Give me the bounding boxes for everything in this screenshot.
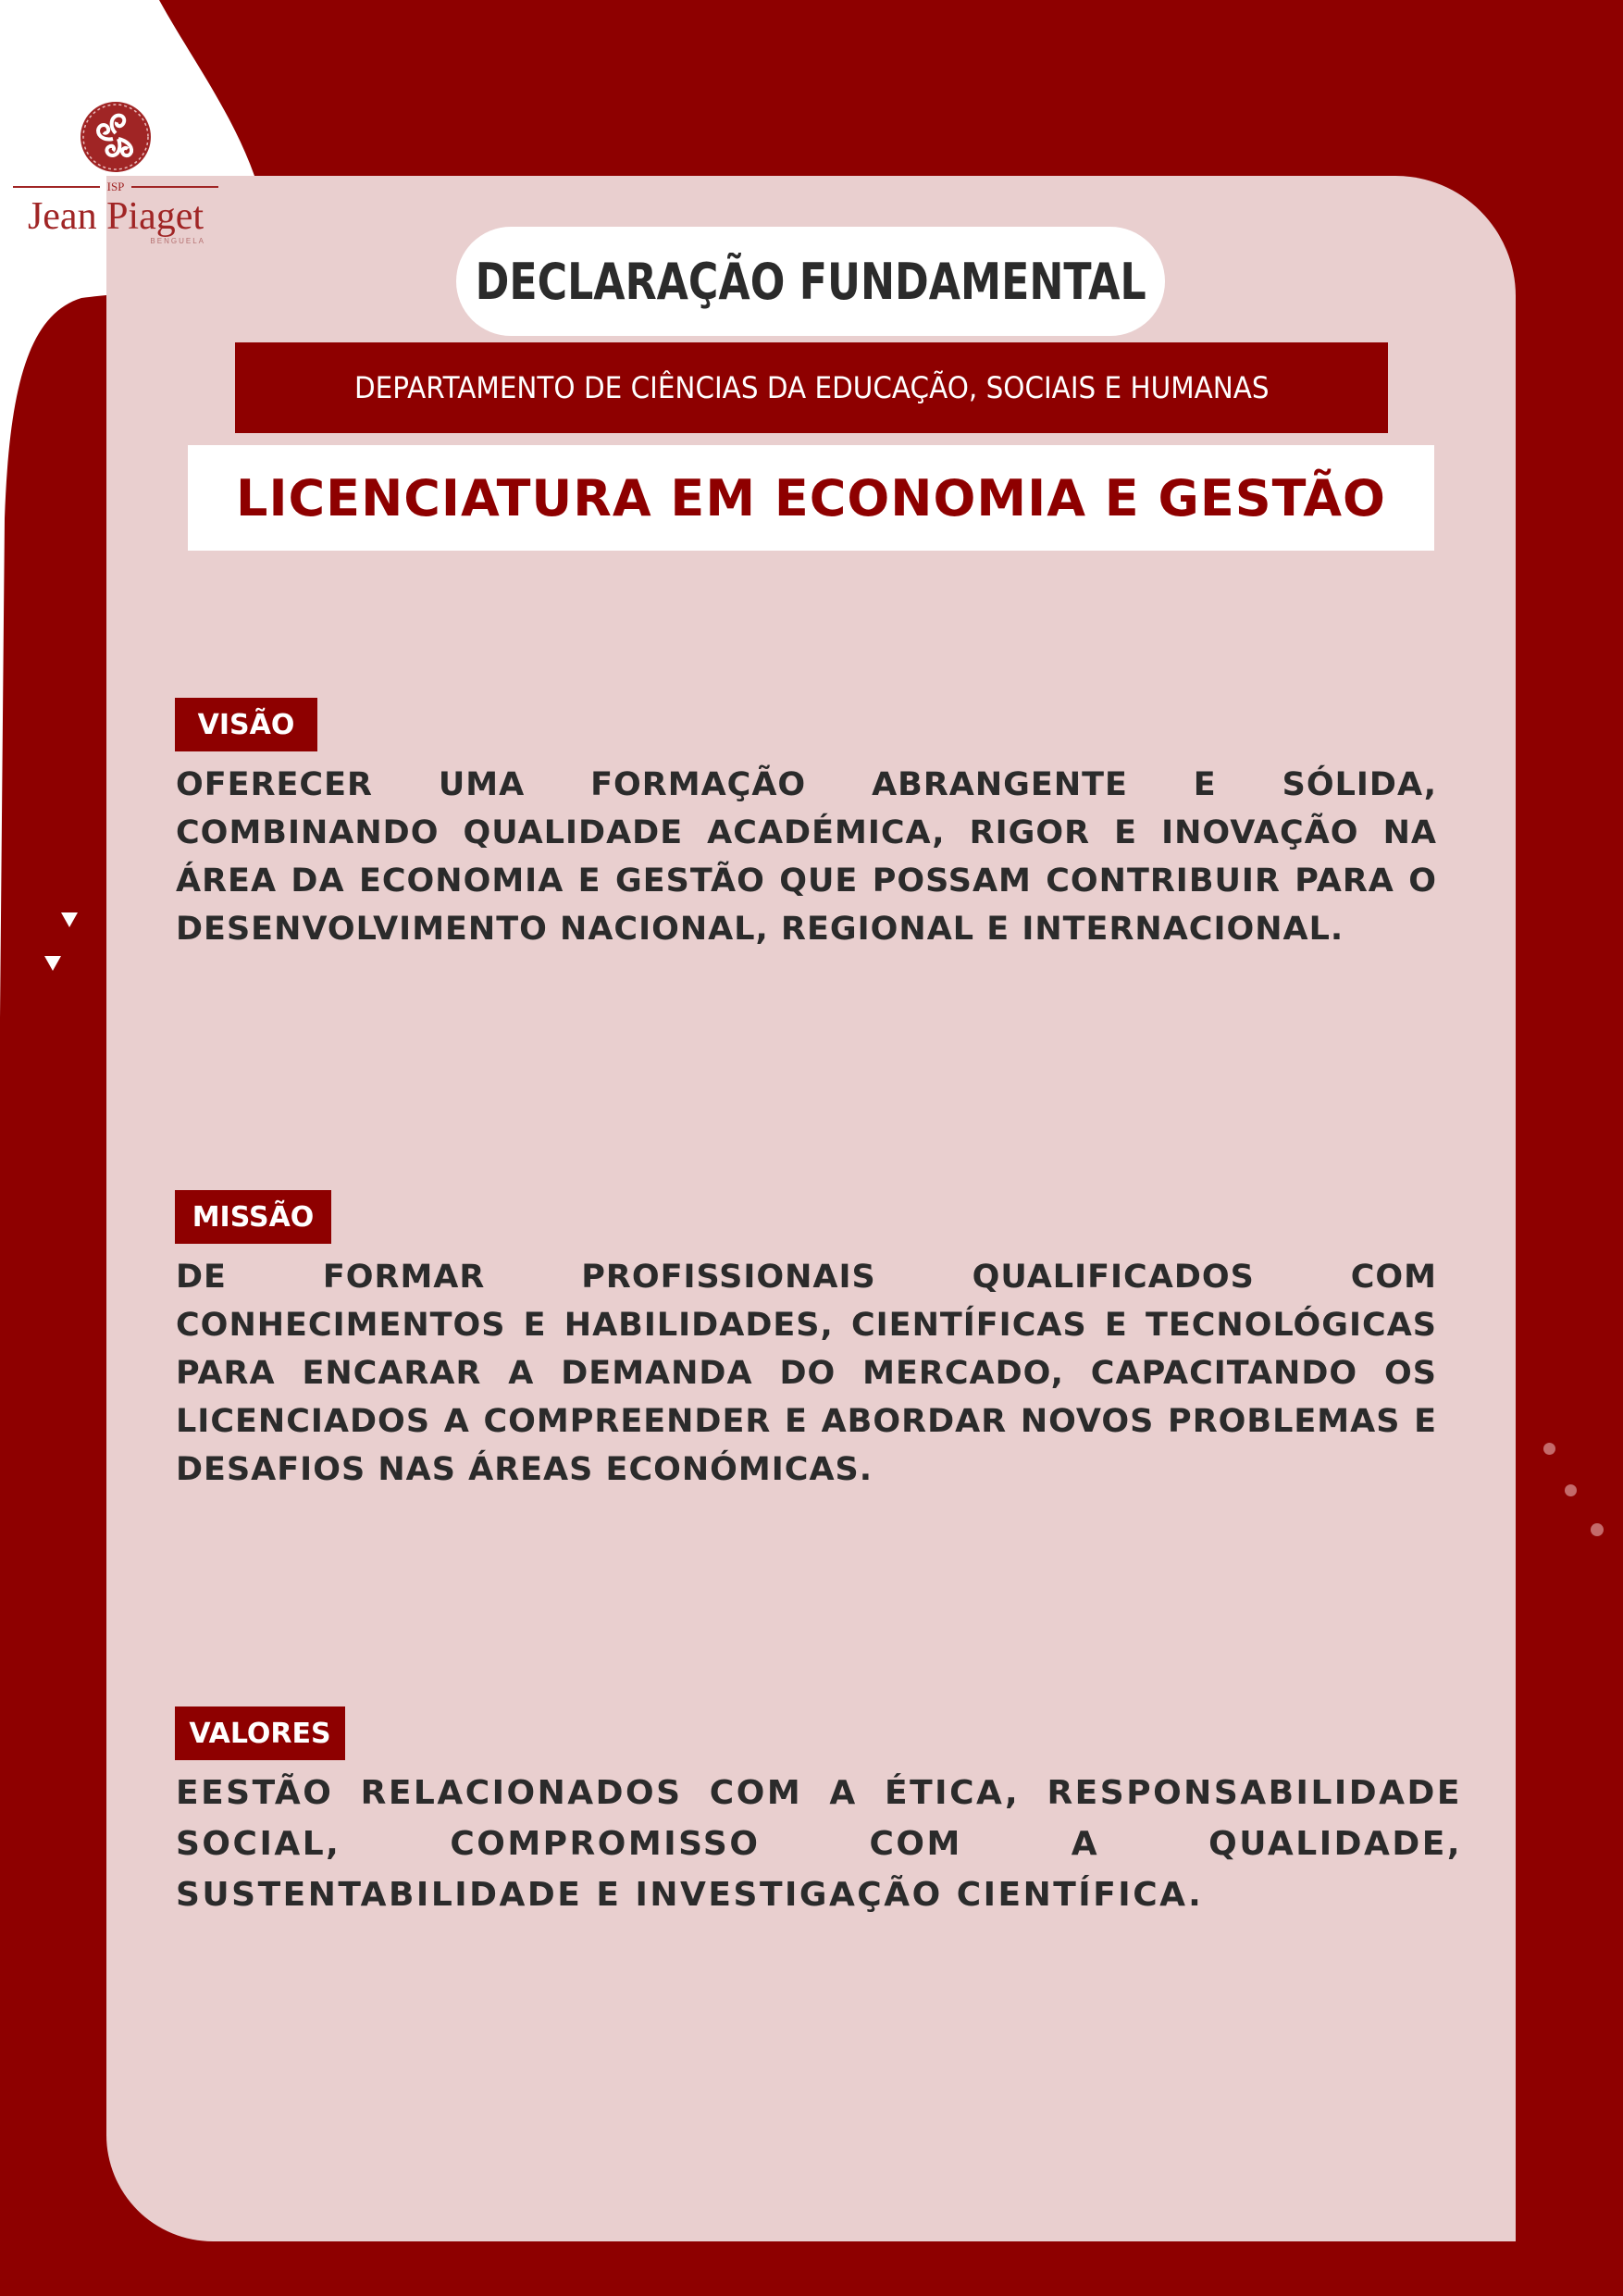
- dot-decoration-icon: [1591, 1523, 1604, 1536]
- dot-decoration-icon: [1543, 1443, 1555, 1455]
- program-title: LICENCIATURA EM ECONOMIA E GESTÃO: [236, 468, 1386, 527]
- institution-logo: [13, 100, 218, 245]
- logo-isp-label: ISP: [106, 180, 125, 193]
- section-label-missao: [175, 1190, 331, 1244]
- logo-name: Jean Piaget: [27, 195, 204, 238]
- department-banner: [235, 342, 1388, 433]
- department-name: DEPARTAMENTO DE CIÊNCIAS DA EDUCAÇÃO, SOCIAIS E HUMANAS: [353, 370, 1270, 405]
- section-text-visao: OFERECER UMA FORMAÇÃO ABRANGENTE E SÓLIDA, COMBINANDO QUALIDADE ACADÉMICA, RIGOR E INOVAÇÃO NA ÁREA DA ECONOMIA E GESTÃO QUE POSSAM CONTRIBUIR PARA O DESENVOLVIMENTO NACIONAL, REGIONAL E INTERNACIONAL.: [176, 766, 1437, 948]
- logo-isp-row: [13, 180, 218, 194]
- dot-decoration-icon: [1565, 1484, 1577, 1496]
- logo-divider-left: [13, 186, 100, 188]
- logo-divider-right: [131, 186, 218, 188]
- page-title: DECLARAÇÃO FUNDAMENTAL: [475, 252, 1146, 311]
- program-title-box: [188, 445, 1434, 551]
- triangle-decoration-icon: [61, 912, 78, 927]
- page-title-pill: [456, 227, 1165, 336]
- logo-city: BENGUELA: [150, 237, 205, 245]
- section-label-text: MISSÃO: [192, 1200, 315, 1234]
- section-label-text: VISÃO: [197, 708, 295, 741]
- triangle-decoration-icon: [44, 956, 61, 971]
- triskelion-emblem-icon: [79, 100, 153, 174]
- section-text-missao: DE FORMAR PROFISSIONAIS QUALIFICADOS COM CONHECIMENTOS E HABILIDADES, CIENTÍFICAS E TECNOLÓGICAS PARA ENCARAR A DEMANDA DO MERCADO, CAPACITANDO OS LICENCIADOS A COMPREENDER E ABORDAR NOVOS PROBLEMAS E DESAFIOS NAS ÁREAS ECONÓMICAS.: [176, 1259, 1437, 1488]
- section-label-text: VALORES: [189, 1717, 331, 1750]
- section-label-valores: [175, 1706, 345, 1760]
- section-text-valores: EESTÃO RELACIONADOS COM A ÉTICA, RESPONSABILIDADE SOCIAL, COMPROMISSO COM A QUALIDADE, SUSTENTABILIDADE E INVESTIGAÇÃO CIENTÍFICA.: [176, 1774, 1462, 1914]
- section-label-visao: [175, 698, 317, 751]
